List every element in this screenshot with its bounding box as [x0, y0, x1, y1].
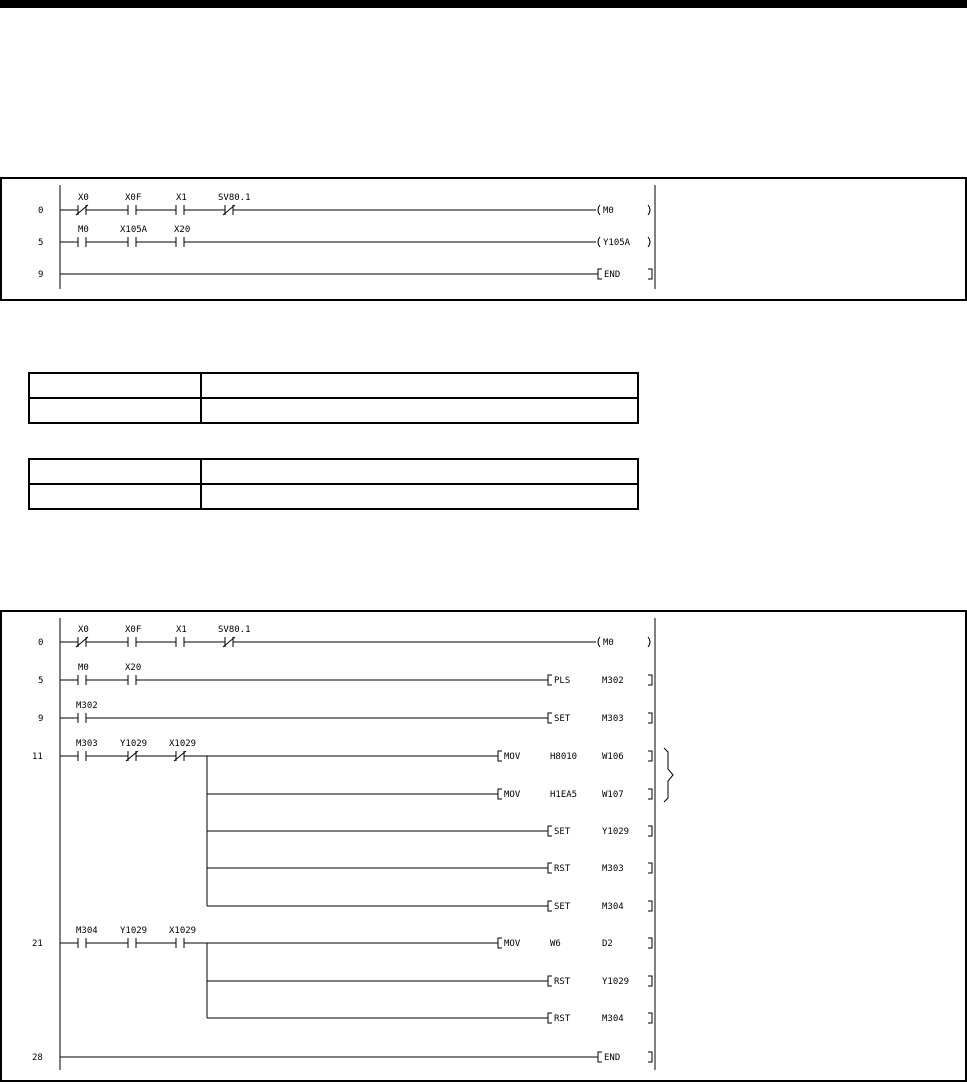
coil-label: M0 [603, 206, 614, 216]
contact-label: Y1029 [120, 739, 148, 749]
instruction-label: RST [554, 864, 571, 874]
table-cell [29, 484, 201, 509]
step-number: 5 [38, 238, 44, 248]
operand-label: H1EA5 [550, 790, 578, 800]
operand-label: M303 [602, 864, 624, 874]
contact-label: X1029 [169, 926, 197, 936]
contact-label: X1 [176, 625, 187, 635]
contact-label: X20 [125, 663, 142, 673]
operand-label: W6 [550, 939, 561, 949]
contact-label: X1029 [169, 739, 197, 749]
instruction-label: SET [554, 714, 571, 724]
operand-label: H8010 [550, 752, 578, 762]
contact-label: M0 [78, 225, 89, 235]
table-cell [201, 484, 638, 509]
table-cell [29, 373, 201, 398]
table-cell [201, 398, 638, 423]
contact-label: X0 [78, 625, 89, 635]
step-number: 28 [32, 1053, 43, 1063]
table-cell [201, 373, 638, 398]
contact-label: X0 [78, 193, 89, 203]
step-number: 21 [32, 939, 43, 949]
operand-label: D2 [602, 939, 613, 949]
instruction-label: MOV [504, 752, 521, 762]
instruction-label: MOV [504, 790, 521, 800]
contact-label: SV80.1 [218, 193, 251, 203]
table-row [29, 459, 638, 484]
table-cell [29, 459, 201, 484]
table-row [29, 484, 638, 509]
instruction-label: PLS [554, 676, 571, 686]
step-number: 9 [38, 270, 44, 280]
instruction-label: END [604, 270, 621, 280]
table-cell [29, 398, 201, 423]
contact-label: X0F [125, 193, 142, 203]
contact-label: X20 [174, 225, 191, 235]
ladder-2-svg [2, 612, 965, 1080]
contact-label: X105A [120, 225, 148, 235]
table-row [29, 398, 638, 423]
ladder-diagram-1 [0, 177, 967, 301]
coil-label: Y105A [603, 238, 631, 248]
contact-label: Y1029 [120, 926, 148, 936]
contact-label: M304 [76, 926, 98, 936]
contact-label: SV80.1 [218, 625, 251, 635]
instruction-label: SET [554, 827, 571, 837]
operand-label: Y1029 [602, 977, 630, 987]
instruction-label: SET [554, 902, 571, 912]
instruction-label: MOV [504, 939, 521, 949]
table-cell [201, 459, 638, 484]
step-number: 0 [38, 206, 44, 216]
contact-label: M302 [76, 701, 98, 711]
table-1 [28, 372, 639, 424]
instruction-label: RST [554, 977, 571, 987]
step-number: 5 [38, 676, 44, 686]
contact-label: M303 [76, 739, 98, 749]
step-number: 9 [38, 714, 44, 724]
coil-label: M0 [603, 638, 614, 648]
step-number: 11 [32, 752, 43, 762]
operand-label: M304 [602, 1014, 624, 1024]
operand-label: M302 [602, 676, 624, 686]
operand-label: M304 [602, 902, 624, 912]
operand-label: Y1029 [602, 827, 630, 837]
table-row [29, 373, 638, 398]
operand-label: W106 [602, 752, 624, 762]
instruction-label: RST [554, 1014, 571, 1024]
contact-label: X0F [125, 625, 142, 635]
contact-label: M0 [78, 663, 89, 673]
operand-label: W107 [602, 790, 624, 800]
operand-label: M303 [602, 714, 624, 724]
step-number: 0 [38, 638, 44, 648]
top-rule [0, 0, 967, 8]
table-2 [28, 458, 639, 510]
ladder-diagram-2 [0, 610, 967, 1082]
ladder-1-svg [2, 179, 965, 299]
contact-label: X1 [176, 193, 187, 203]
instruction-label: END [604, 1053, 621, 1063]
